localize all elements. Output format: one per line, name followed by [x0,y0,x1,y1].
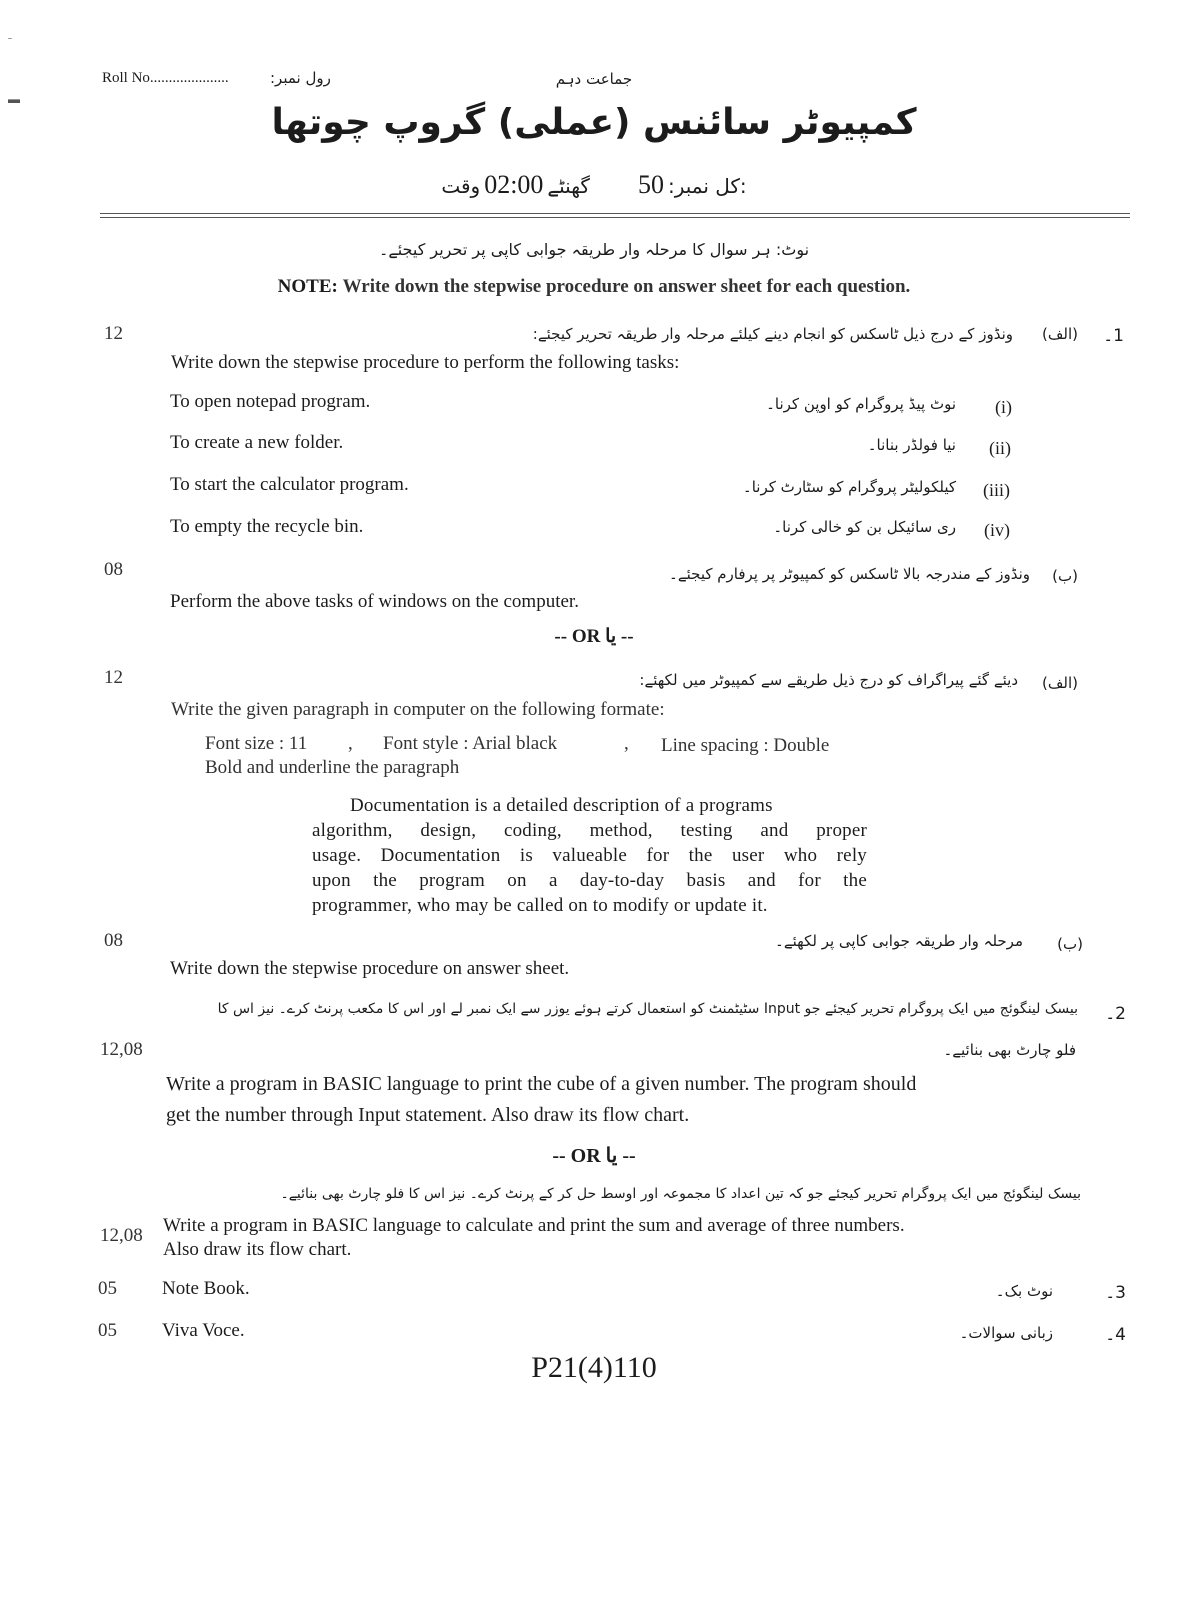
time-value: 02:00 [484,170,544,199]
paper-code: P21(4)110 [531,1351,657,1384]
q3-english: Note Book. [162,1278,250,1299]
marks-q3: 05 [98,1278,117,1299]
note-urdu: نوٹ: ہر سوال کا مرحلہ وار طریقہ جوابی کاپی پر تحریر کیجئے۔ [378,240,810,259]
task-4-english: To empty the recycle bin. [170,516,364,537]
q2-urdu-line2: فلو چارٹ بھی بنائیے۔ [943,1041,1076,1059]
time-unit: گھنٹے [547,174,590,198]
or-separator-2: -- OR یا -- [552,1145,636,1167]
q4-urdu: زبانی سوالات۔ [959,1324,1053,1342]
q1-alt-a-label: (الف) [1042,674,1078,692]
q1-alt-a-urdu: دیئے گئے پیراگراف کو درج ذیل طریقے سے کمپیوٹر میں لکھئے: [639,671,1018,689]
paper-title: کمپیوٹر سائنس (عملی) گروپ چوتھا [271,102,917,143]
marks-q4: 05 [98,1320,117,1341]
q4-english: Viva Voce. [162,1320,245,1341]
q1a-label: (الف) [1042,325,1078,343]
marks-q1-alt-b: 08 [104,930,123,951]
q2-alt-english-line2: Also draw its flow chart. [163,1239,352,1260]
format-line-spacing: Line spacing : Double [661,735,830,756]
note-text: Write down the stepwise procedure on answer sheet for each question. [342,276,911,297]
time-marks-line [0,170,1188,200]
q3-urdu: نوٹ بک۔ [995,1282,1053,1300]
paragraph-line: programmer, who may be called on to modify or update it. [312,895,768,916]
task-2-urdu: نیا فولڈر بنانا۔ [867,436,956,454]
q1b-label: (ب) [1052,567,1078,585]
header-divider-top [100,213,1130,214]
note-english [0,276,1188,298]
marks-q1a: 12 [104,323,123,344]
q1a-english: Write down the stepwise procedure to perform the following tasks: [171,352,680,373]
q1b-english: Perform the above tasks of windows on the computer. [170,591,579,612]
task-2-english: To create a new folder. [170,432,344,453]
marks-q2-alt: 12,08 [100,1225,143,1246]
paragraph-line: algorithm, design, coding, method, testing and proper [312,820,867,841]
task-1-english: To open notepad program. [170,391,371,412]
task-2-number: (ii) [989,438,1011,458]
question-number-3: 3۔ [1105,1283,1126,1303]
note-label: NOTE: [277,276,338,297]
task-3-urdu: کیلکولیٹر پروگرام کو سٹارٹ کرنا۔ [742,478,956,496]
question-number-2: 2۔ [1105,1004,1126,1024]
scan-mark: ˉ [8,34,12,48]
paragraph-line: Documentation is a detailed description of a programs [350,795,773,816]
task-1-number: (i) [995,397,1012,417]
roll-no-urdu-label: رول نمبر: [270,69,331,87]
sample-paragraph [312,793,867,918]
header-divider-bottom [100,217,1130,218]
marks-label: کل نمبر: [667,174,740,198]
roll-no-label: Roll No..................... [102,70,229,86]
paragraph-line: usage. Documentation is valueable for the user who rely [312,845,867,866]
class-label: جماعت دہم [555,70,633,88]
format-separator: , [624,733,629,754]
paragraph-line: upon the program on a day-to-day basis and for the [312,870,867,891]
question-number-4: 4۔ [1105,1325,1126,1345]
marks-q2: 12,08 [100,1039,143,1060]
marks-value: 50 [637,170,664,199]
task-4-urdu: ری سائیکل بن کو خالی کرنا۔ [773,518,956,536]
format-separator: , [348,733,353,754]
marks-q1b: 08 [104,559,123,580]
format-font-style: Font style : Arial black [383,733,558,754]
q2-urdu-line1: بیسک لینگوئج میں ایک پروگرام تحریر کیجئے جو Input سٹیٹمنٹ کو استعمال کرتے ہوئے یوزر سے ایک نمبر لے اور اس کا مکعب پرنٹ کرے۔ نیز اس کا [217,1001,1078,1017]
question-number-1: 1۔ [1103,326,1124,346]
format-font-size: Font size : 11 [205,733,308,754]
task-4-number: (iv) [984,520,1010,540]
scan-mark: ▬ [8,92,20,106]
q2-alt-english-line1: Write a program in BASIC language to calculate and print the sum and average of three numbers. [163,1215,905,1236]
q1b-urdu: ونڈوز کے مندرجہ بالا ٹاسکس کو کمپیوٹر پر پرفارم کیجئے۔ [669,565,1030,583]
q1-alt-a-english: Write the given paragraph in computer on the following formate: [171,699,665,720]
format-bold-underline: Bold and underline the paragraph [205,757,460,778]
q2-english-line1: Write a program in BASIC language to print the cube of a given number. The program should [166,1073,917,1095]
marks-q1-alt-a: 12 [104,667,123,688]
q1-alt-b-english: Write down the stepwise procedure on answer sheet. [170,958,570,979]
task-3-number: (iii) [983,480,1010,500]
q1a-urdu: ونڈوز کے درج ذیل ٹاسکس کو انجام دینے کیلئے مرحلہ وار طریقہ تحریر کیجئے: [532,325,1013,343]
q2-english-line2: get the number through Input statement. Also draw its flow chart. [166,1104,690,1126]
q2-alt-urdu: بیسک لینگوئج میں ایک پروگرام تحریر کیجئے جو کہ تین اعداد کا مجموعہ اور اوسط حل کر کے پرنٹ کرے۔ نیز اس کا فلو چارٹ بھی بنائیے۔ [280,1186,1081,1202]
q1-alt-b-urdu: مرحلہ وار طریقہ جوابی کاپی پر لکھئے۔ [775,932,1023,950]
q1-alt-b-label: (ب) [1057,935,1083,953]
or-separator-1: -- OR یا -- [554,626,634,647]
task-1-urdu: نوٹ پیڈ پروگرام کو اوپن کرنا۔ [766,395,956,413]
task-3-english: To start the calculator program. [170,474,409,495]
time-label: وقت: [441,174,747,198]
